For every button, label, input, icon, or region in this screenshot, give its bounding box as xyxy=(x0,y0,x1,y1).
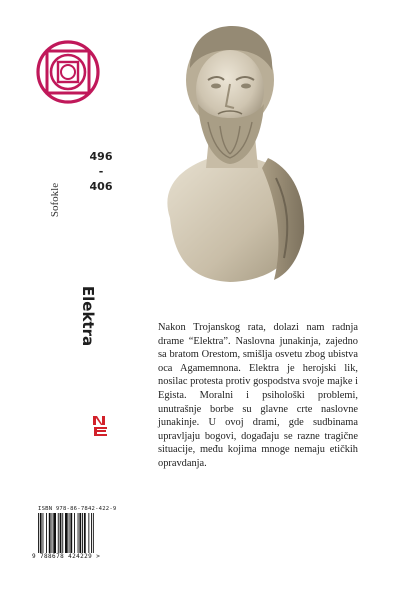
publisher-logo-icon xyxy=(92,412,110,438)
book-description: Nakon Trojanskog rata, dolazi nam radnja drame “Elektra”. Naslovna junakinja, zajedno sa bratom Orestom, smišlja osvetu zbog ubistva oca Agamemnona. Elektra je herojski lik, nosilac protesta protiv gospodstva svoje majke i Egista. Moralni i psihološki problemi, unutrašnje borbe su glavne crte naslovne junakinje. U ovoj drami, gde sudbinama upravljaju bogovi, događaju se razne tragične situacije, među kojima mnoge nemaju etičkih opravdanja. xyxy=(158,322,358,469)
book-title: Elektra xyxy=(79,285,97,347)
years-dash: - xyxy=(98,165,104,178)
author-name: Sofokle xyxy=(49,182,61,218)
marble-bust-image xyxy=(150,18,310,286)
barcode-digits: 9 788678 424229 > xyxy=(32,553,101,560)
death-year: 406 xyxy=(89,180,113,193)
emblem-logo-icon xyxy=(36,40,100,104)
isbn-label: ISBN 978-86-7842-422-9 xyxy=(38,506,117,512)
isbn-barcode xyxy=(38,513,116,553)
author-years xyxy=(86,150,116,195)
birth-year: 496 xyxy=(89,150,113,163)
